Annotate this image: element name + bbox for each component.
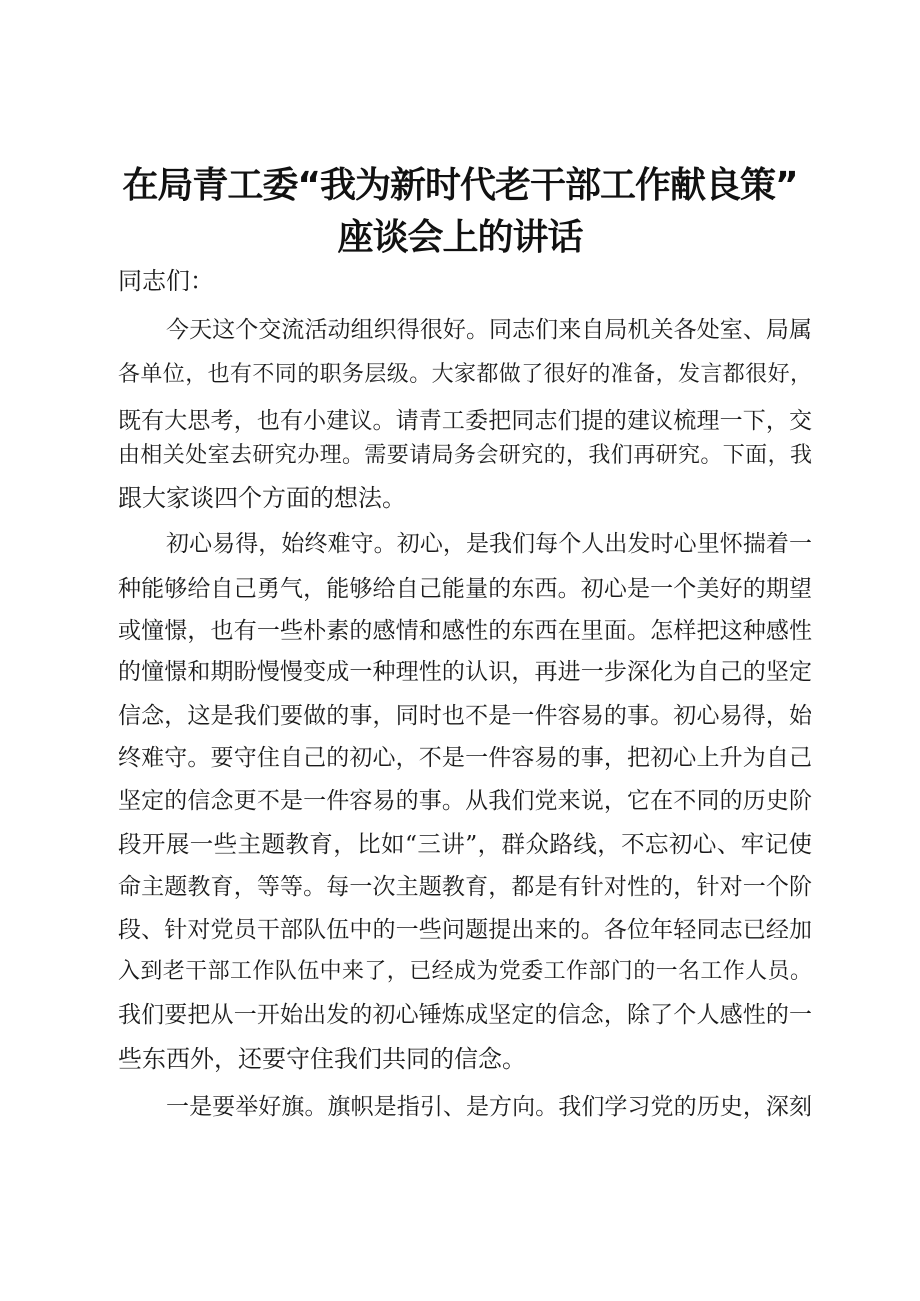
paragraph-2-line-2: 种能够给自己勇气，能够给自己能量的东西。初心是一个美好的期望 <box>118 576 812 602</box>
paragraph-2-line-9: 命主题教育，等等。每一次主题教育，都是有针对性的，针对一个阶 <box>118 874 812 900</box>
paragraph-2-line-8: 段开展一些主题教育，比如“三讲”，群众路线，不忘初心、牢记使 <box>118 830 812 858</box>
paragraph-1-line-4: 由相关处室去研究办理。需要请局务会研究的，我们再研究。下面，我 <box>118 443 812 468</box>
paragraph-1-line-2: 各单位，也有不同的职务层级。大家都做了很好的准备，发言都很好， <box>118 362 812 387</box>
paragraph-2-line-11: 入到老干部工作队伍中来了，已经成为党委工作部门的一名工作人员。 <box>118 959 812 984</box>
paragraph-2-line-1: 初心易得，始终难守。初心，是我们每个人出发时心里怀揣着一 <box>166 531 812 557</box>
paragraph-2-line-6: 终难守。要守住自己的初心，不是一件容易的事，把初心上升为自己 <box>118 745 812 771</box>
paragraph-2-line-12: 我们要把从一开始出发的初心锤炼成坚定的信念，除了个人感性的一 <box>118 1002 812 1028</box>
title-line-2: 座谈会上的讲话 <box>337 217 583 258</box>
title-line-1: 在局青工委“我为新时代老干部工作献良策” <box>122 165 798 206</box>
paragraph-2-line-10: 段、针对党员干部队伍中的一些问题提出来的。各位年轻同志已经加 <box>118 917 812 943</box>
paragraph-3-line-1: 一是要举好旗。旗帜是指引、是方向。我们学习党的历史，深刻 <box>166 1094 812 1120</box>
paragraph-1-line-3: 既有大思考，也有小建议。请青工委把同志们提的建议梳理一下，交 <box>118 408 812 434</box>
paragraph-2-line-7: 坚定的信念更不是一件容易的事。从我们党来说，它在不同的历史阶 <box>118 788 812 814</box>
paragraph-2-line-3: 或憧憬，也有一些朴素的感情和感性的东西在里面。怎样把这种感性 <box>118 618 812 644</box>
paragraph-2-line-4: 的憧憬和期盼慢慢变成一种理性的认识，再进一步深化为自己的坚定 <box>118 659 812 685</box>
paragraph-1-line-5: 跟大家谈四个方面的想法。 <box>118 484 406 512</box>
paragraph-1-line-1: 今天这个交流活动组织得很好。同志们来自局机关各处室、局属 <box>166 317 812 343</box>
salutation: 同志们： <box>118 267 214 295</box>
paragraph-2-line-5: 信念，这是我们要做的事，同时也不是一件容易的事。初心易得，始 <box>118 703 812 729</box>
paragraph-2-line-13: 些东西外，还要守住我们共同的信念。 <box>118 1045 526 1073</box>
